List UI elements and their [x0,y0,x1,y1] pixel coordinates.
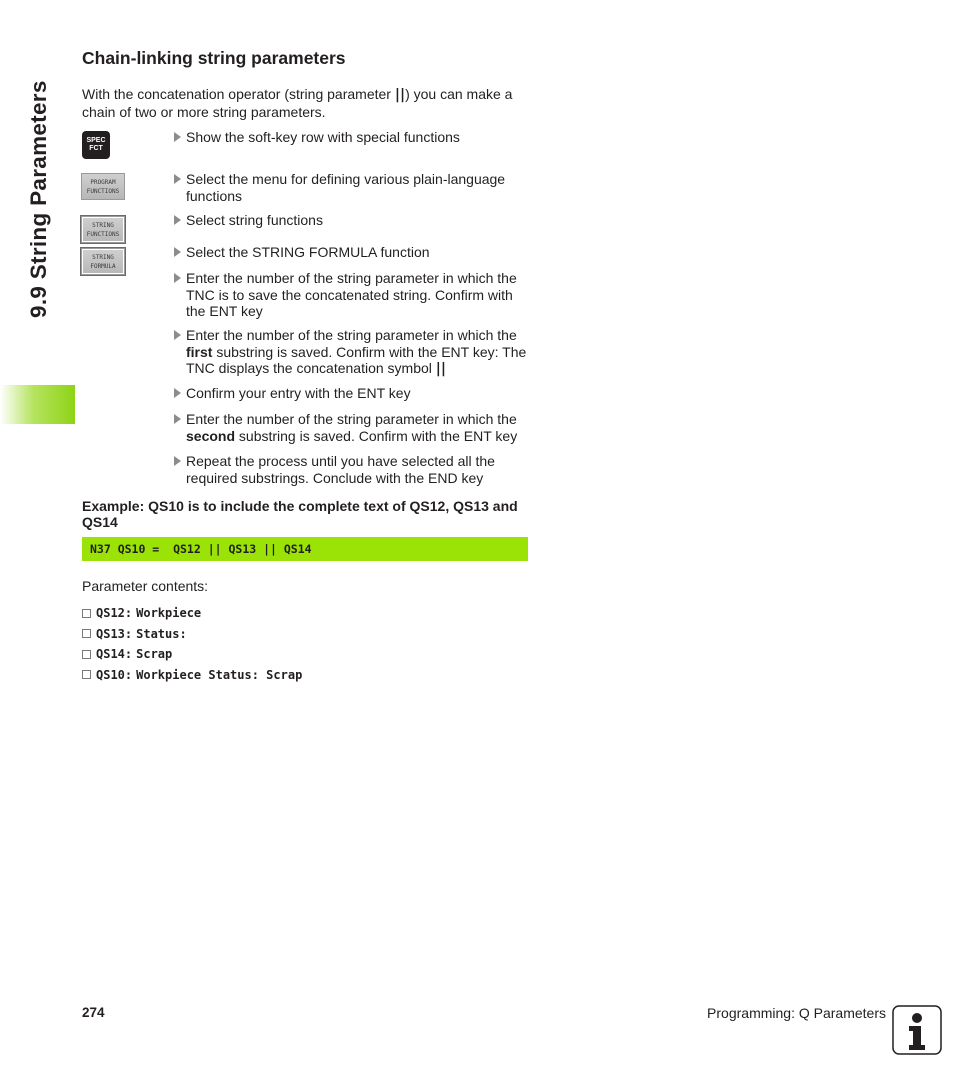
list-item: QS12: Workpiece [82,603,302,624]
arrow-right-icon [174,330,181,340]
arrow-right-icon [174,388,181,398]
list-item: QS13: Status: [82,624,302,645]
list-item: QS14: Scrap [82,644,302,665]
info-icon[interactable] [892,1005,942,1055]
concat-symbol: || [394,87,406,103]
step-show-softkey-row: Show the soft-key row with special functions [174,129,534,146]
square-bullet-icon [82,609,91,618]
program-functions-softkey[interactable]: PROGRAM FUNCTIONS [81,173,125,200]
square-bullet-icon [82,650,91,659]
page-number: 274 [82,1005,105,1020]
step-select-string-functions: Select string functions [174,212,534,229]
step-select-menu: Select the menu for defining various plain-language functions [174,171,534,204]
arrow-right-icon [174,414,181,424]
step-repeat-process: Repeat the process until you have selected all the required substrings. Conclude with the END key [174,453,534,486]
square-bullet-icon [82,670,91,679]
footer-chapter-title: Programming: Q Parameters [707,1005,886,1021]
string-functions-softkey[interactable]: STRING FUNCTIONS [81,216,125,243]
square-bullet-icon [82,629,91,638]
arrow-right-icon [174,215,181,225]
spec-fct-key[interactable]: SPEC FCT [82,131,110,159]
arrow-right-icon [174,247,181,257]
string-formula-softkey[interactable]: STRING FORMULA [81,248,125,275]
arrow-right-icon [174,456,181,466]
arrow-right-icon [174,273,181,283]
step-confirm-entry: Confirm your entry with the ENT key [174,385,534,402]
intro-paragraph: With the concatenation operator (string parameter ||) you can make a chain of two or more string parameters. [82,86,513,120]
arrow-right-icon [174,174,181,184]
parameter-list [82,603,302,685]
parameter-contents-label: Parameter contents: [82,578,209,594]
step-enter-target-param: Enter the number of the string parameter in which the TNC is to save the concatenated string. Confirm with the ENT key [174,270,534,320]
section-marker-bar [0,385,75,424]
step-enter-first-substring: Enter the number of the string parameter in which the first substring is saved. Confirm with the ENT key: The TNC displays the concatenation symbol || [174,327,534,378]
page-heading: Chain-linking string parameters [82,48,346,68]
step-select-string-formula: Select the STRING FORMULA function [174,244,534,261]
step-enter-second-substring: Enter the number of the string parameter in which the second substring is saved. Confirm with the ENT key [174,411,534,444]
example-code-line: N37 QS10 = QS12 || QS13 || QS14 [82,537,528,561]
example-heading: Example: QS10 is to include the complete text of QS12, QS13 and QS14 [82,498,518,530]
section-title-vertical: 9.9 String Parameters [26,80,51,318]
arrow-right-icon [174,132,181,142]
list-item: QS10: Workpiece Status: Scrap [82,665,302,686]
